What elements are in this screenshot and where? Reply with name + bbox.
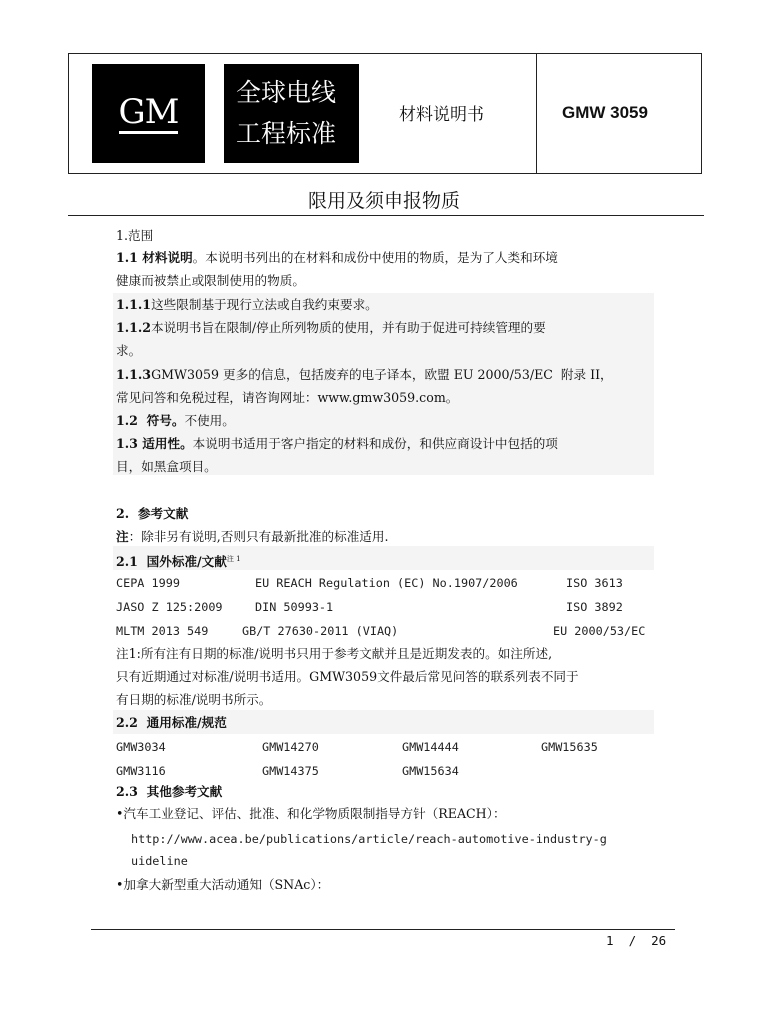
page-number: 1 / 26	[606, 933, 667, 948]
section-2-2-heading	[116, 714, 227, 732]
section-2-heading-text: 2. 参考文献	[116, 506, 189, 521]
para-1-1-1	[116, 296, 378, 314]
foreign-std-cell: MLTM 2013 549	[116, 624, 209, 638]
para-1-3	[116, 435, 558, 453]
note-label: 注	[116, 529, 129, 544]
para-1-1-label: 1.1 材料说明	[116, 250, 193, 265]
header-box	[68, 53, 702, 174]
para-1-1-3-label: 1.1.3	[116, 367, 152, 382]
standard-line-1: 全球电线	[236, 78, 337, 107]
para-1-1-1-label: 1.1.1	[116, 297, 152, 312]
para-1-1-2-text: 本说明书旨在限制/停止所列物质的使用，并有助于促进可持续管理的要	[151, 320, 546, 335]
reach-url-line-1[interactable]: http://www.acea.be/publications/article/reach-automotive-industry-g	[131, 832, 607, 846]
para-1-1-2-cont: 求。	[116, 343, 142, 358]
reach-url-line-2[interactable]: uideline	[131, 854, 188, 868]
foreign-std-cell: EU 2000/53/EC	[553, 624, 646, 638]
para-1-1-2-label: 1.1.2	[116, 320, 152, 335]
bullet-snac: •加拿大新型重大活动通知（SNAc）：	[116, 877, 330, 892]
gmw-cell: GMW3116	[116, 764, 166, 778]
section-2-note	[116, 528, 388, 546]
section-2-heading	[116, 505, 188, 523]
para-1-3-cont: 目，如黑盒项目。	[116, 459, 217, 474]
foreign-std-cell: JASO Z 125:2009	[116, 600, 223, 614]
footer-rule	[91, 929, 675, 930]
foreign-std-cell: CEPA 1999	[116, 576, 180, 590]
para-1-1-1-text: 这些限制基于现行立法或自我约束要求。	[151, 297, 378, 312]
title-rule	[68, 215, 704, 216]
footnote-line-3: 有日期的标准/说明书所示。	[116, 692, 272, 707]
standard-line-2: 工程标准	[236, 119, 337, 148]
gm-logo	[92, 64, 205, 163]
footnote-line-1: 注1:所有注有日期的标准/说明书只用于参考文献并且是近期发表的。如注所述,	[116, 646, 553, 661]
section-2-2-heading-text: 2.2 通用标准/规范	[116, 715, 227, 730]
spec-number: GMW 3059	[562, 103, 648, 122]
foreign-std-cell: DIN 50993-1	[255, 600, 334, 614]
gm-logo-text: GM	[118, 91, 179, 132]
gmw-cell: GMW14270	[262, 740, 319, 754]
para-1-1	[116, 249, 558, 267]
spec-label: 材料说明书	[399, 105, 484, 125]
foreign-std-cell: ISO 3892	[566, 600, 623, 614]
gmw-cell: GMW14375	[262, 764, 319, 778]
para-1-2-text: 不使用。	[184, 413, 235, 428]
para-1-2-label: 1.2 符号。	[116, 413, 185, 428]
section-2-1-heading	[116, 550, 241, 571]
document-title: 限用及须申报物质	[307, 190, 460, 212]
para-1-1-3-text: GMW3059 更多的信息，包括废弃的电子译本，欧盟 EU 2000/53/EC 附录 II，	[151, 367, 613, 382]
standard-block	[224, 64, 359, 163]
foreign-std-cell: GB/T 27630-2011 (VIAQ)	[242, 624, 399, 638]
para-1-1-cont: 健康而被禁止或限制使用的物质。	[116, 273, 305, 288]
footnote-line-2: 只有近期通过对标准/说明书适用。GMW3059文件最后常见问答的联系列表不同于	[116, 669, 579, 684]
note-text: ：除非另有说明,否则只有最新批准的标准适用.	[128, 529, 389, 544]
para-1-3-label: 1.3 适用性。	[116, 436, 193, 451]
section-2-3-heading-text: 2.3 其他参考文献	[116, 784, 223, 799]
para-1-1-2	[116, 319, 546, 337]
section-2-1-footnote-mark: 注 1	[226, 555, 241, 563]
foreign-std-cell: EU REACH Regulation (EC) No.1907/2006	[255, 576, 518, 590]
para-1-1-text: 。本说明书列出的在材料和成份中使用的物质，是为了人类和环境	[192, 250, 558, 265]
para-1-3-text: 本说明书适用于客户指定的材料和成份，和供应商设计中包括的项	[192, 436, 558, 451]
section-2-1-heading-text: 2.1 国外标准/文献	[116, 554, 227, 570]
foreign-std-cell: ISO 3613	[566, 576, 623, 590]
section-2-3-heading	[116, 783, 222, 801]
gmw-cell: GMW3034	[116, 740, 166, 754]
section-1-heading: 1.范围	[116, 228, 154, 243]
gmw-cell: GMW14444	[402, 740, 459, 754]
bullet-reach: •汽车工业登记、评估、批准、和化学物质限制指导方针（REACH）：	[116, 806, 506, 821]
para-1-1-3-cont: 常见问答和免税过程，请咨询网址：www.gmw3059.com。	[116, 390, 459, 405]
para-1-1-3	[116, 366, 613, 384]
para-1-2	[116, 412, 235, 430]
gmw-cell: GMW15634	[402, 764, 459, 778]
header-divider	[536, 54, 537, 173]
gmw-cell: GMW15635	[541, 740, 598, 754]
